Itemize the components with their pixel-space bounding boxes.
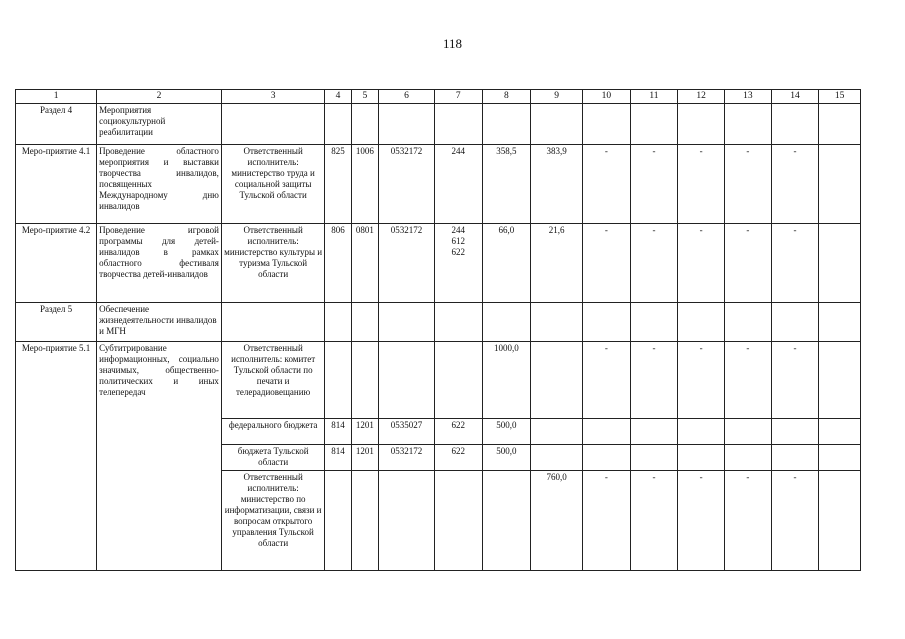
measures-table — [15, 89, 861, 571]
measure-5-1-executor-2-col12: - — [678, 471, 725, 571]
measure-4-1-col12: - — [678, 145, 725, 224]
measure-4-2-col7 — [434, 224, 482, 303]
measure-5-1-executor-1-col13: - — [724, 342, 771, 419]
measure-5-1-executor-1-col11: - — [630, 342, 678, 419]
regional-budget-col6: 0532172 — [379, 445, 435, 471]
table-row-section-5 — [16, 303, 861, 342]
measure-5-1-executor-2-col10: - — [582, 471, 630, 571]
federal-budget-label: федерального бюджета — [221, 419, 324, 445]
table-row-section-4 — [16, 104, 861, 145]
column-header: 14 — [771, 90, 819, 104]
measure-4-2-col14: - — [771, 224, 819, 303]
section-5-label: Раздел 5 — [16, 303, 97, 342]
regional-budget-col8: 500,0 — [482, 445, 531, 471]
measure-5-1-executor-1-col8: 1000,0 — [482, 342, 531, 419]
measure-4-2-col9: 21,6 — [531, 224, 583, 303]
measure-4-1-label: Меро-приятие 4.1 — [16, 145, 97, 224]
header-row — [16, 90, 861, 104]
measure-4-2-col11: - — [630, 224, 678, 303]
measure-4-1-col9: 383,9 — [531, 145, 583, 224]
section-4-label: Раздел 4 — [16, 104, 97, 145]
federal-budget-col8: 500,0 — [482, 419, 531, 445]
measure-4-2-executor: Ответственный исполнитель: министерство культуры и туризма Тульской области — [221, 224, 324, 303]
measure-5-1-executor-2: Ответственный исполнитель: министерство по информатизации, связи и вопросам открытого управления Тульской области — [221, 471, 324, 571]
column-header: 6 — [379, 90, 435, 104]
measure-4-2-col13: - — [724, 224, 771, 303]
page-number: 118 — [442, 36, 463, 51]
regional-budget-label: бюджета Тульской области — [221, 445, 324, 471]
table-row-measure-4-2 — [16, 224, 861, 303]
measure-4-1-executor: Ответственный исполнитель: министерство труда и социальной защиты Тульской области — [221, 145, 324, 224]
measure-4-1-col6: 0532172 — [379, 145, 435, 224]
column-header: 3 — [221, 90, 324, 104]
federal-budget-col5: 1201 — [351, 419, 378, 445]
column-header: 10 — [582, 90, 630, 104]
section-4-name: Мероприятия социокультурной реабилитации — [97, 104, 222, 145]
measure-4-2-name: Проведение игровой программы для детей-инвалидов в рамках областного фестиваля творчества детей-инвалидов — [97, 224, 222, 303]
measure-4-1-col4: 825 — [325, 145, 351, 224]
column-header: 11 — [630, 90, 678, 104]
measure-4-1-col13: - — [724, 145, 771, 224]
measure-5-1-name: Субтитрирование информационных, социально значимых, общественно-политических и иных телепередач — [97, 342, 222, 571]
measure-4-1-col10: - — [582, 145, 630, 224]
column-header: 1 — [16, 90, 97, 104]
table-row-measure-5-1 — [16, 342, 861, 419]
measure-5-1-label: Меро-приятие 5.1 — [16, 342, 97, 571]
column-header: 5 — [351, 90, 378, 104]
federal-budget-col6: 0535027 — [379, 419, 435, 445]
federal-budget-col7: 622 — [434, 419, 482, 445]
measure-5-1-executor-2-col13: - — [724, 471, 771, 571]
measure-4-2-col4: 806 — [325, 224, 351, 303]
measure-4-1-col11: - — [630, 145, 678, 224]
column-header: 15 — [819, 90, 861, 104]
measure-5-1-executor-1-col10: - — [582, 342, 630, 419]
measure-5-1-executor-2-col9: 760,0 — [531, 471, 583, 571]
regional-budget-col7: 622 — [434, 445, 482, 471]
column-header: 13 — [724, 90, 771, 104]
measure-4-2-label: Меро-приятие 4.2 — [16, 224, 97, 303]
measure-4-1-col7: 244 — [434, 145, 482, 224]
table-row-measure-4-1 — [16, 145, 861, 224]
measure-4-1-name: Проведение областного мероприятия и выставки творчества инвалидов, посвященных Международному дню инвалидов — [97, 145, 222, 224]
measure-4-2-col7-line: 244 — [451, 225, 465, 235]
regional-budget-col4: 814 — [325, 445, 351, 471]
measure-4-2-col8: 66,0 — [482, 224, 531, 303]
column-header: 8 — [482, 90, 531, 104]
column-header: 7 — [434, 90, 482, 104]
measure-4-1-col5: 1006 — [351, 145, 378, 224]
measure-5-1-executor-1: Ответственный исполнитель: комитет Тульской области по печати и телерадиовещанию — [221, 342, 324, 419]
column-header: 2 — [97, 90, 222, 104]
measure-5-1-executor-1-col12: - — [678, 342, 725, 419]
regional-budget-col5: 1201 — [351, 445, 378, 471]
section-5-name: Обеспечение жизнедеятельности инвалидов и МГН — [97, 303, 222, 342]
measure-5-1-executor-2-col11: - — [630, 471, 678, 571]
column-header: 4 — [325, 90, 351, 104]
column-header: 9 — [531, 90, 583, 104]
measure-4-2-col10: - — [582, 224, 630, 303]
measure-4-2-col7-line: 612 — [451, 236, 465, 246]
measure-5-1-executor-1-col14: - — [771, 342, 819, 419]
measure-4-1-col8: 358,5 — [482, 145, 531, 224]
measure-5-1-executor-2-col14: - — [771, 471, 819, 571]
measure-4-1-col14: - — [771, 145, 819, 224]
measure-4-2-col7-line: 622 — [451, 247, 465, 257]
measure-4-2-col6: 0532172 — [379, 224, 435, 303]
column-header: 12 — [678, 90, 725, 104]
federal-budget-col4: 814 — [325, 419, 351, 445]
measure-4-2-col12: - — [678, 224, 725, 303]
measure-4-2-col5: 0801 — [351, 224, 378, 303]
